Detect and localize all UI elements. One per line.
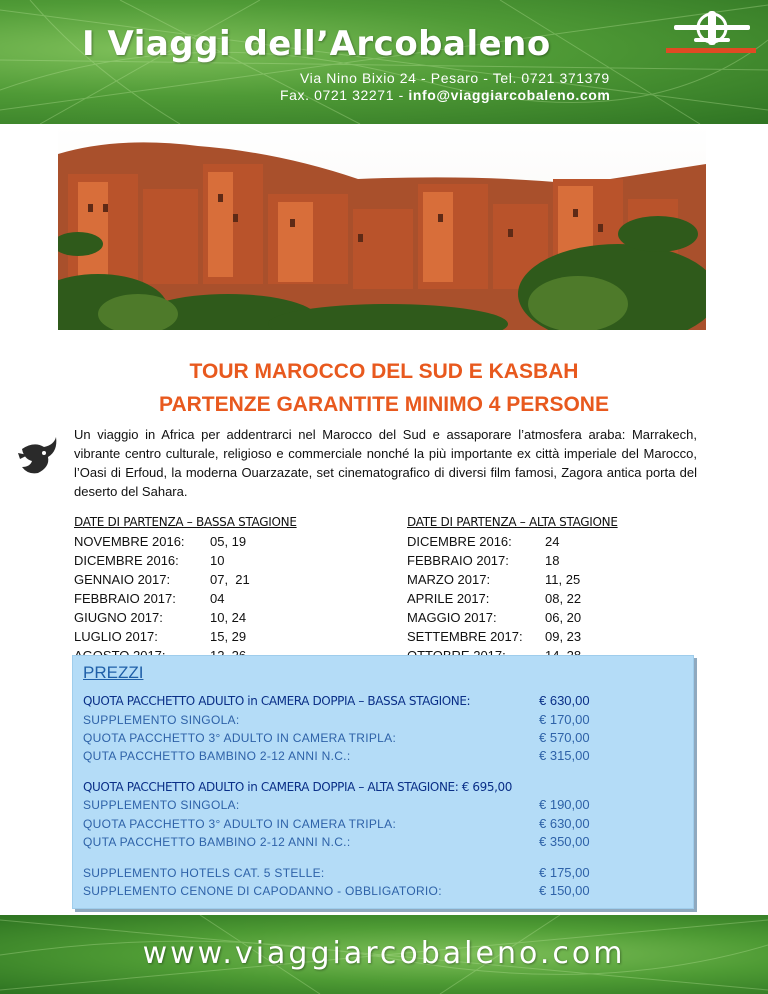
price-label: QUOTA PACCHETTO 3° ADULTO IN CAMERA TRIPLA: — [83, 817, 397, 831]
brand-title: I Viaggi dell’Arcobaleno — [82, 24, 551, 64]
prices-box — [72, 655, 694, 909]
date-month: FEBBRAIO 2017: — [407, 553, 509, 568]
low-season-price-heading: QUOTA PACCHETTO ADULTO in CAMERA DOPPIA – BASSA STAGIONE: — [83, 694, 471, 708]
date-month: NOVEMBRE 2016: — [74, 534, 185, 549]
prices-title: PREZZI — [83, 663, 144, 682]
price-label: SUPPLEMENTO HOTELS CAT. 5 STELLE: — [83, 866, 325, 880]
kasbah-photo — [58, 124, 706, 330]
date-days: 05, 19 — [210, 534, 247, 549]
tour-title: TOUR MAROCCO DEL SUD E KASBAH — [189, 360, 579, 383]
date-days: 15, 29 — [210, 629, 247, 644]
date-days: 04 — [210, 591, 225, 606]
price-value: € 315,00 — [539, 748, 590, 763]
date-days: 18 — [545, 553, 560, 568]
date-row — [74, 608, 297, 627]
date-row — [74, 551, 297, 570]
date-days: 11, 25 — [545, 572, 581, 587]
date-month: SETTEMBRE 2017: — [407, 629, 523, 644]
plane-logo-icon — [664, 8, 756, 56]
price-label: SUPPLEMENTO CENONE DI CAPODANNO - OBBLIGATORIO: — [83, 884, 442, 898]
date-row — [407, 532, 618, 551]
price-label: QUTA PACCHETTO BAMBINO 2-12 ANNI N.C.: — [83, 835, 351, 849]
date-days: 24 — [545, 534, 560, 549]
price-label: SUPPLEMENTO SINGOLA: — [83, 798, 240, 812]
date-month: DICEMBRE 2016: — [74, 553, 179, 568]
high-season-heading: DATE DI PARTENZA – ALTA STAGIONE — [407, 515, 618, 529]
date-days: 10, 24 — [210, 610, 247, 625]
price-value: € 170,00 — [539, 712, 590, 727]
date-month: FEBBRAIO 2017: — [74, 591, 176, 606]
low-season-price: € 630,00 — [539, 693, 590, 708]
date-days: 10 — [210, 553, 225, 568]
high-season-dates — [407, 513, 618, 665]
email-link[interactable]: info@viaggiarcobaleno.com — [408, 87, 611, 103]
fax-text: Fax. 0721 32271 - — [280, 87, 409, 103]
date-days: 09, 23 — [545, 629, 582, 644]
price-label: QUOTA PACCHETTO 3° ADULTO IN CAMERA TRIPLA: — [83, 731, 397, 745]
header-banner — [0, 0, 768, 124]
price-label: QUTA PACCHETTO BAMBINO 2-12 ANNI N.C.: — [83, 749, 351, 763]
date-month: GENNAIO 2017: — [74, 572, 171, 587]
date-row — [407, 608, 618, 627]
contact-line — [280, 87, 610, 103]
date-row — [407, 627, 618, 646]
price-value: € 150,00 — [539, 883, 590, 898]
date-row — [407, 570, 618, 589]
date-month: DICEMBRE 2016: — [407, 534, 512, 549]
date-days: 08, 22 — [545, 591, 582, 606]
date-days: 07, 21 — [210, 572, 250, 587]
low-season-dates — [74, 513, 297, 665]
date-row — [407, 589, 618, 608]
date-month: LUGLIO 2017: — [74, 629, 158, 644]
date-row — [74, 570, 297, 589]
date-month: MARZO 2017: — [407, 572, 491, 587]
price-value: € 350,00 — [539, 834, 590, 849]
date-row — [74, 627, 297, 646]
tour-subtitle: PARTENZE GARANTITE MINIMO 4 PERSONE — [159, 393, 609, 416]
date-row — [407, 551, 618, 570]
date-row — [74, 532, 297, 551]
price-value: € 190,00 — [539, 797, 590, 812]
website-link[interactable]: www.viaggiarcobaleno.com — [142, 936, 626, 971]
date-days: 06, 20 — [545, 610, 582, 625]
address-line: Via Nino Bixio 24 - Pesaro - Tel. 0721 371379 — [300, 70, 610, 86]
date-month: GIUGNO 2017: — [74, 610, 163, 625]
date-row — [74, 589, 297, 608]
price-value: € 630,00 — [539, 816, 590, 831]
footer-banner — [0, 915, 768, 994]
high-season-price-heading: QUOTA PACCHETTO ADULTO in CAMERA DOPPIA – ALTA STAGIONE: € 695,00 — [83, 780, 512, 794]
date-month: MAGGIO 2017: — [407, 610, 497, 625]
intro-paragraph: Un viaggio in Africa per addentrarci nel Marocco del Sud e assaporare l’atmosfera araba: Marrakech, vibrante centro culturale, religioso e commerciale nonché la più importante ex città imperiale del Marocco, l’Oasi di Erfoud, la moderna Ouarzazate, set cinematografico di diversi film famosi, Zagora antica porta del deserto del Sahara. — [74, 427, 697, 499]
price-value: € 175,00 — [539, 865, 590, 880]
date-month: APRILE 2017: — [407, 591, 490, 606]
price-label: SUPPLEMENTO SINGOLA: — [83, 713, 240, 727]
low-season-heading: DATE DI PARTENZA – BASSA STAGIONE — [74, 515, 297, 529]
price-value: € 570,00 — [539, 730, 590, 745]
bird-icon — [14, 433, 60, 479]
